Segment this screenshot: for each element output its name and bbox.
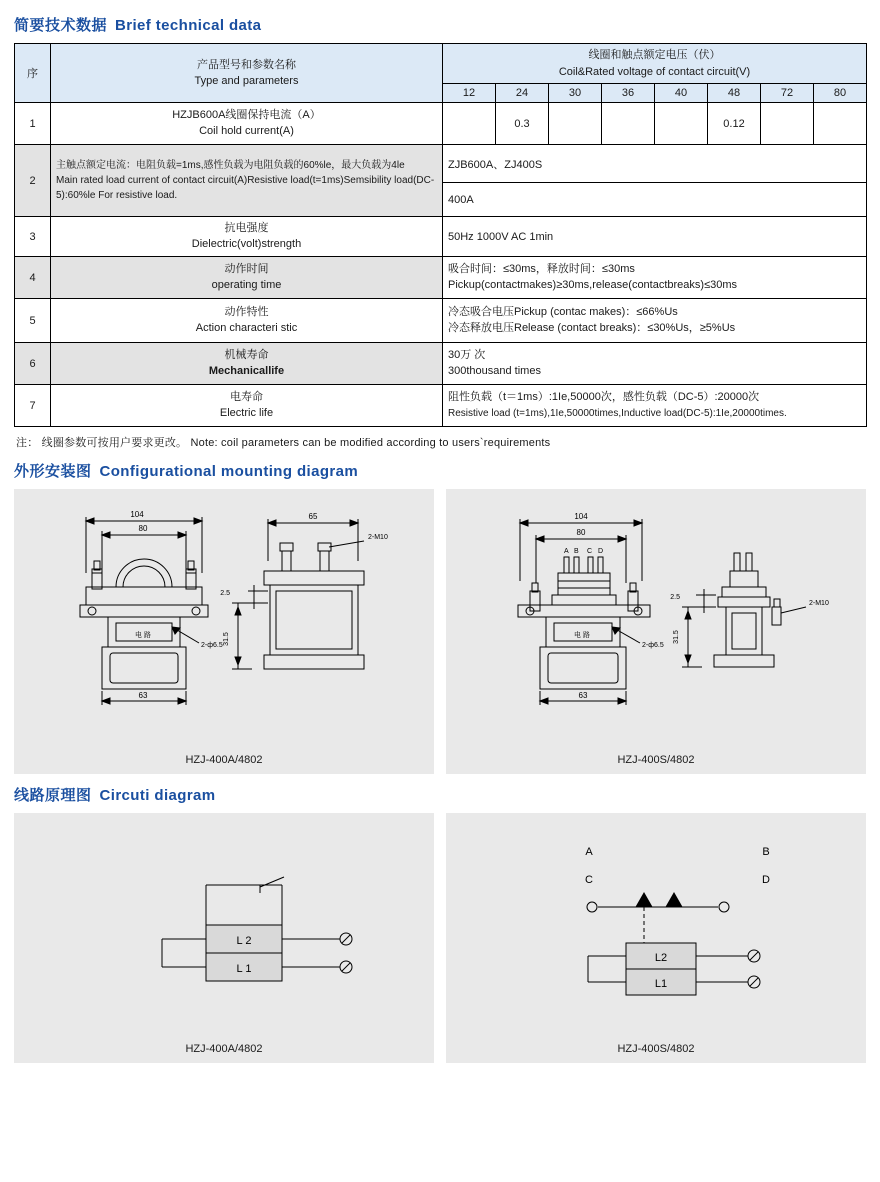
row-name [51,103,443,145]
row-name-en: Main rated load current of contact circuit(A)Resistive load(t=1ms)Semsibility load(DC-5):60%le For resistive load. [56,175,435,201]
section-heading-brief-en: Brief technical data [115,17,262,34]
spec-table [14,43,867,427]
voltage-40: 40 [655,84,708,103]
dim-80-left: 80 [138,524,148,533]
row-name-cn: 机械寿命 [224,348,269,361]
cell-30 [549,103,602,145]
plate-label-right: 电 路 [574,632,590,639]
section-heading-mounting [14,460,866,481]
row-value: 50Hz 1000V AC 1min [443,217,867,257]
circuit-left-caption: HZJ-400A/4802 [185,1043,263,1055]
cell-40 [655,103,708,145]
dim-63-left: 63 [138,691,148,700]
circuit-right-caption: HZJ-400S/4802 [617,1043,695,1055]
dim-104-right: 104 [574,512,588,521]
table-row [15,103,867,145]
dim-25-right: 2.5 [670,594,680,601]
row-name-cn: 动作特性 [224,305,269,318]
row-value-line1: 冷态吸合电压Pickup (contac makes)：≤66%Us [448,305,678,318]
row-value [443,257,867,299]
row-name-en: Electric life [219,406,274,419]
row-name [51,145,443,217]
coil-label-l2: L 2 [236,935,252,947]
dim-25-left: 2.5 [220,590,230,597]
row-value [443,343,867,385]
row-name [51,217,443,257]
voltage-48: 48 [708,84,761,103]
table-row [15,257,867,299]
row-name [51,257,443,299]
voltage-12: 12 [443,84,496,103]
row-name-cn: HZJB600A线圈保持电流（A） [172,108,321,121]
row-name-cn: 主触点额定电流：电阻负载=1ms,感性负载为电阻负载的60%le，最大负载为4le [56,160,405,171]
row-value-line2: 300thousand times [448,364,541,377]
coil-label-l1-right: L1 [654,978,668,990]
mounting-diagram-right [446,489,866,774]
table-footnote: 注： 线圈参数可按用户要求更改。 Note: coil parameters can be modified according to users`requirements [16,437,551,449]
dim-65-left: 65 [308,512,318,521]
dim-104-left: 104 [130,510,144,519]
section-heading-circuit [14,784,866,805]
section-heading-mounting-cn: 外形安装图 [14,463,92,480]
row-value-line2: Pickup(contactmakes)≥30ms,release(contactbreaks)≤30ms [448,278,738,291]
row-index: 7 [15,385,51,427]
row-value-bottom: 400A [443,183,867,217]
row-name [51,385,443,427]
voltage-72: 72 [761,84,814,103]
header-index: 序 [15,44,51,103]
mounting-right-caption: HZJ-400S/4802 [617,754,695,766]
row-name-cn: 电寿命 [230,390,263,403]
row-name-en: operating time [211,278,282,291]
voltage-80: 80 [814,84,867,103]
row-index: 2 [15,145,51,217]
terminal-label-a: A [564,548,569,555]
row-name-cn: 抗电强度 [224,221,269,234]
mounting-panels [14,489,866,774]
plate-label-left: 电 路 [135,632,151,639]
row-index: 5 [15,299,51,343]
row-name-en: Mechanicallife [208,364,285,377]
row-name-cn: 动作时间 [224,262,269,275]
dim-holes-right: 2-ф6.5 [642,642,664,649]
dim-63-right: 63 [578,691,588,700]
dim-holes-left: 2-ф6.5 [201,642,223,649]
table-row [15,145,867,183]
cell-72 [761,103,814,145]
row-name [51,299,443,343]
table-row [15,343,867,385]
row-value-line1: 30万 次 [448,348,486,361]
row-name-en: Coil hold current(A) [199,124,294,137]
circuit-terminal-d: D [762,874,770,886]
header-voltage-en: Coil&Rated voltage of contact circuit(V) [558,65,751,78]
table-row [15,299,867,343]
cell-24: 0.3 [496,103,549,145]
circuit-panels [14,813,866,1063]
dim-m10-right: 2-M10 [809,600,829,607]
table-row [15,385,867,427]
header-type-en: Type and parameters [194,75,299,87]
cell-80 [814,103,867,145]
section-heading-mounting-en: Configurational mounting diagram [99,463,359,480]
row-index: 3 [15,217,51,257]
row-value-line1: 吸合时间：≤30ms，释放时间：≤30ms [448,262,635,275]
row-value-line2: Resistive load (t=1ms),1Ie,50000times,Inductive load(DC-5):1Ie,20000times. [448,407,787,419]
row-index: 6 [15,343,51,385]
dim-315-right: 31.5 [673,630,680,644]
circuit-terminal-c: C [585,874,593,886]
row-name-en: Action characteri stic [195,321,298,334]
cell-12 [443,103,496,145]
voltage-24: 24 [496,84,549,103]
section-heading-circuit-cn: 线路原理图 [14,787,92,804]
dim-80-right: 80 [576,528,586,537]
section-heading-brief [14,14,866,35]
voltage-30: 30 [549,84,602,103]
cell-48: 0.12 [708,103,761,145]
circuit-left-drawing [54,863,394,1003]
section-heading-brief-cn: 简要技术数据 [14,17,108,34]
coil-label-l2-right: L2 [654,952,668,964]
circuit-right-drawing [476,835,836,1015]
dim-m10-left: 2-M10 [368,534,388,541]
header-type [51,44,443,103]
coil-label-l1: L 1 [236,963,252,975]
dim-315-left: 31.5 [223,632,230,646]
header-voltage-cn: 线圈和触点额定电压（伏） [588,49,721,61]
table-header-row [15,44,867,84]
mounting-right-drawing [456,495,856,745]
terminal-label-c: C [587,548,593,555]
circuit-terminal-b: B [762,846,770,858]
row-value-line2: 冷态释放电压Release (contact breaks)：≤30%Us，≥5%Us [448,321,736,334]
terminal-label-b: B [574,548,579,555]
mounting-left-caption: HZJ-400A/4802 [185,754,263,766]
mounting-diagram-left [14,489,434,774]
header-voltage [443,44,867,84]
cell-36 [602,103,655,145]
circuit-diagram-left [14,813,434,1063]
terminal-label-d: D [598,548,604,555]
circuit-diagram-right [446,813,866,1063]
row-name [51,343,443,385]
row-name-en: Dielectric(volt)strength [191,237,302,250]
section-heading-circuit-en: Circuti diagram [99,787,216,804]
row-value [443,385,867,427]
row-value-top: ZJB600A、ZJ400S [443,145,867,183]
row-index: 4 [15,257,51,299]
row-value [443,299,867,343]
table-row [15,217,867,257]
circuit-terminal-a: A [585,846,593,858]
mounting-left-drawing [24,495,424,745]
voltage-36: 36 [602,84,655,103]
row-index: 1 [15,103,51,145]
header-type-cn: 产品型号和参数名称 [197,58,296,71]
row-value-line1: 阻性负载（t＝1ms）:1Ie,50000次，感性负载（DC-5）:20000次 [448,391,760,404]
